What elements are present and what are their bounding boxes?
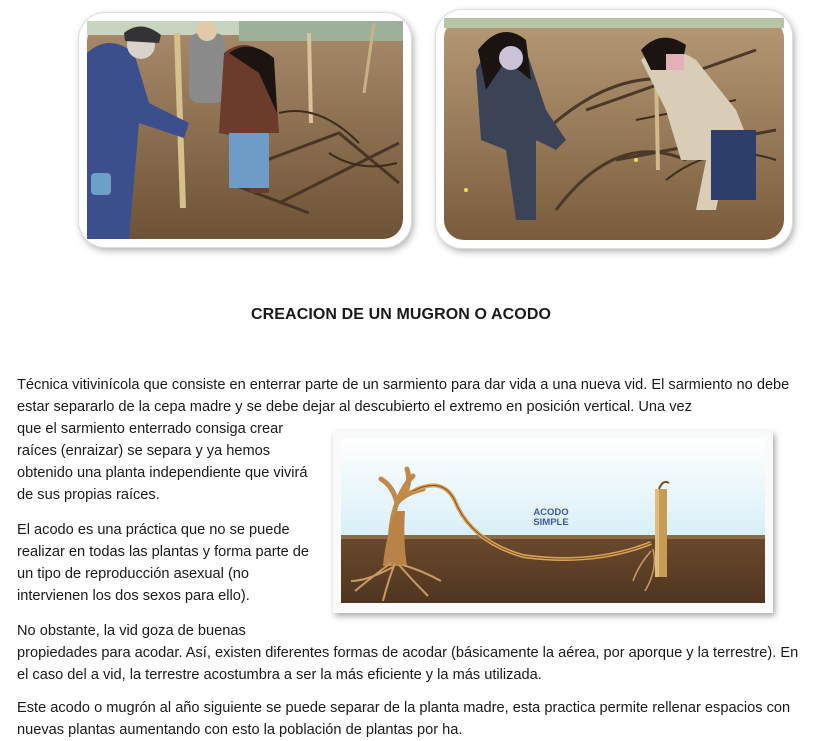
paragraph-intro-wrapped: que el sarmiento enterrado consiga crear raíces (enraizar) se separa y ya hemos obtenido una planta independiente que vivirá de sus propias raíces. [17, 421, 308, 503]
vineyard-photo-right-image [436, 10, 792, 248]
paragraph-acodo-practice: El acodo es una práctica que no se puede realizar en todas las plantas y forma parte de un tipo de reproducción asexual (no intervienen los dos sexos para ello). [17, 522, 310, 604]
vineyard-photo-right [436, 10, 792, 248]
vineyard-photo-left-image [79, 13, 411, 247]
vineyard-photo-left [79, 13, 411, 247]
acodo-simple-diagram [333, 431, 773, 613]
paragraph-intro-full-width: Técnica vitivinícola que consiste en enterrar parte de un sarmiento para dar vida a una nueva vid. El sarmiento no debe estar separarlo de la cepa madre y se debe dejar al descubierto el extremo en posición vertical. Una vez [17, 377, 790, 415]
paragraph-vine-properties-start: No obstante, la vid goza de buenas [17, 623, 246, 639]
paragraph-mugron-next-year: Este acodo o mugrón al año siguiente se puede separar de la planta madre, esta practica permite rellenar espacios con nuevas plantas aumentando con esto la población de plantas por ha. [17, 700, 791, 738]
page-title: CREACION DE UN MUGRON O ACODO [250, 306, 552, 323]
acodo-simple-illustration [333, 431, 773, 613]
diagram-label-line1: ACODO [533, 507, 569, 518]
diagram-label-line2: SIMPLE [533, 517, 569, 528]
paragraph-vine-properties-rest: propiedades para acodar. Así, existen diferentes formas de acodar (básicamente la aérea, por aporque y la terrestre). En el caso del a vid, la terrestre acostumbra a ser la más eficiente y la más utilizada. [17, 645, 799, 683]
